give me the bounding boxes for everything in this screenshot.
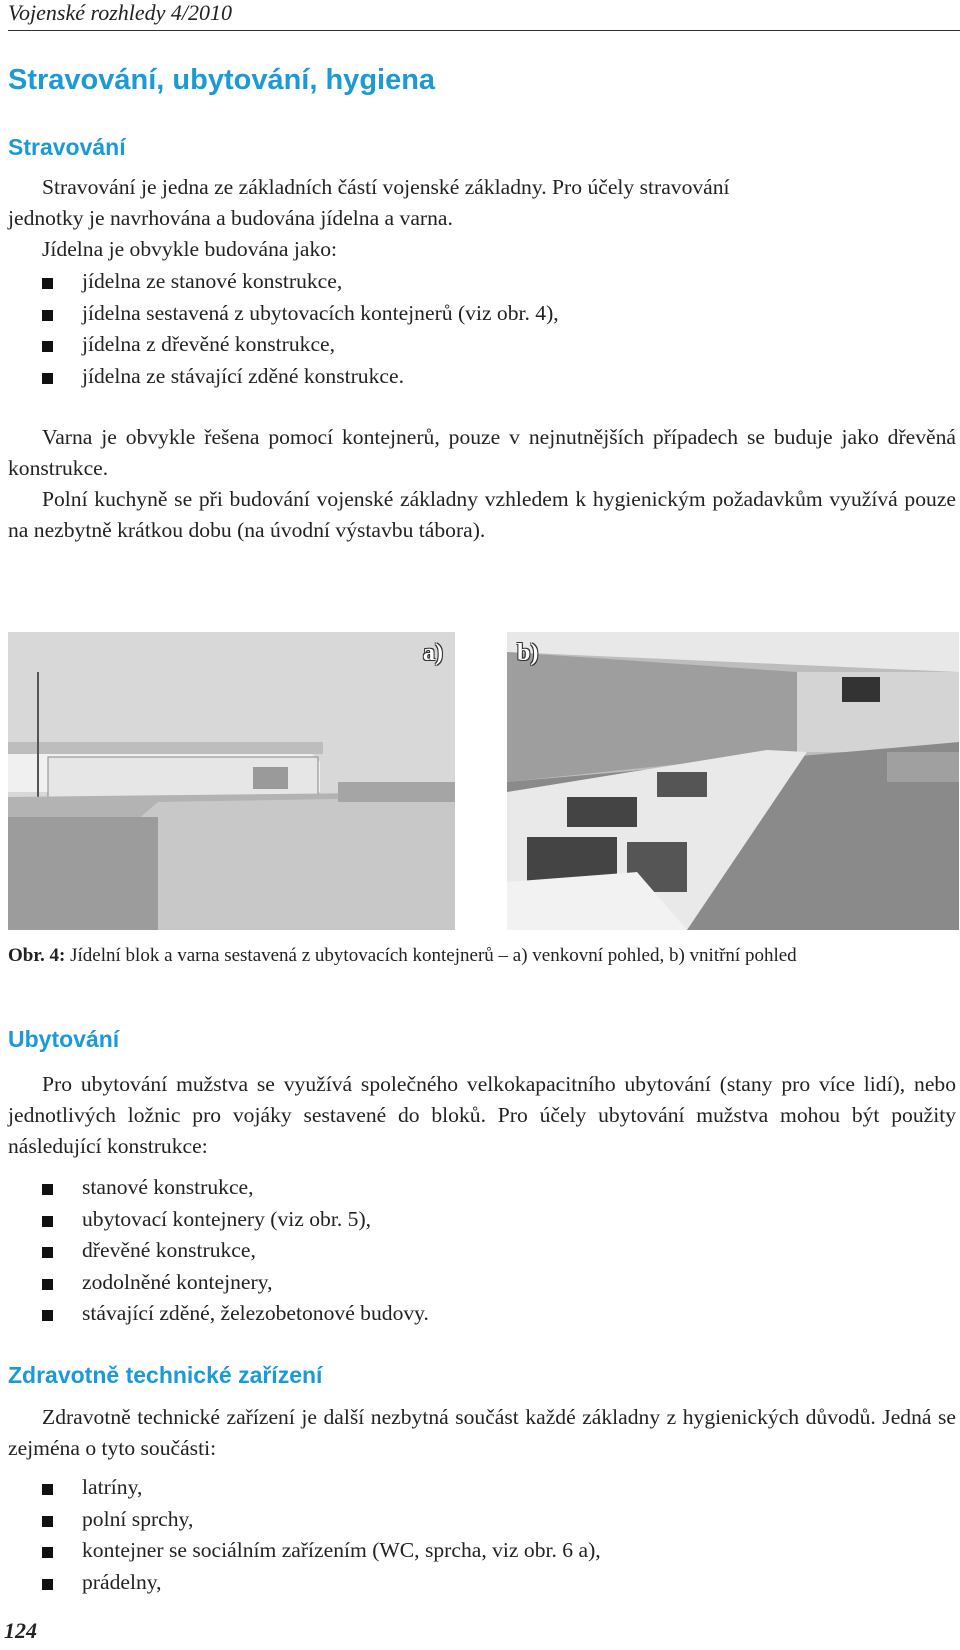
figure-caption xyxy=(8,944,797,968)
square-bullet-icon xyxy=(42,278,53,289)
square-bullet-icon xyxy=(42,1484,53,1495)
list-item: prádelny, xyxy=(8,1567,601,1599)
paragraph-line: jednotky je navrhována a budována jídelna a varna. xyxy=(8,206,453,230)
list-item: stávající zděné, železobetonové budovy. xyxy=(8,1298,429,1330)
paragraph-ubytovani: Pro ubytování mužstva se využívá společného velkokapacitního ubytování (stany pro více lidí), nebo jednotlivých ložnic pro vojáky sestavené do bloků. Pro účely ubytování mužstva mohou být použity následující konstrukce: xyxy=(8,1072,956,1158)
photo-interior-view xyxy=(507,632,959,930)
paragraph-line: Jídelna je obvykle budována jako: xyxy=(42,237,338,261)
list-item: kontejner se sociálním zařízením (WC, sprcha, viz obr. 6 a), xyxy=(8,1535,601,1567)
list-item: jídelna ze stanové konstrukce, xyxy=(8,266,559,298)
list-item: dřevěné konstrukce, xyxy=(8,1235,429,1267)
list-item: ubytovací kontejnery (viz obr. 5), xyxy=(8,1204,429,1236)
photo-label-b: b) xyxy=(517,640,539,666)
bullet-list-ubytovani xyxy=(8,1172,429,1330)
list-item: polní sprchy, xyxy=(8,1504,601,1536)
square-bullet-icon xyxy=(42,1184,53,1195)
running-header: Vojenské rozhledy 4/2010 xyxy=(8,0,233,25)
paragraph-zdravotne: Zdravotně technické zařízení je další nezbytná součást každé základny z hygienických důvodů. Jedná se zejména o tyto součásti: xyxy=(8,1405,956,1460)
list-item: jídelna ze stávající zděné konstrukce. xyxy=(8,361,559,393)
paragraph-line: Stravování je jedna ze základních částí vojenské základny. Pro účely stravování xyxy=(42,175,730,199)
square-bullet-icon xyxy=(42,1279,53,1290)
interior-photo-illustration xyxy=(507,632,959,930)
square-bullet-icon xyxy=(42,1516,53,1527)
list-item: zodolněné kontejnery, xyxy=(8,1267,429,1299)
section-heading-zdravotne: Zdravotně technické zařízení xyxy=(8,1362,323,1388)
square-bullet-icon xyxy=(42,1216,53,1227)
header-rule xyxy=(8,30,960,31)
section-heading-stravovani: Stravování xyxy=(8,134,126,160)
section-heading-ubytovani: Ubytování xyxy=(8,1026,120,1052)
square-bullet-icon xyxy=(42,373,53,384)
page-title: Stravování, ubytování, hygiena xyxy=(8,64,436,96)
square-bullet-icon xyxy=(42,310,53,321)
photo-exterior-view xyxy=(8,632,455,930)
bullet-list-jidelna xyxy=(8,266,559,392)
list-item: latríny, xyxy=(8,1472,601,1504)
square-bullet-icon xyxy=(42,1579,53,1590)
photo-label-a: a) xyxy=(423,640,443,666)
list-item: jídelna z dřevěné konstrukce, xyxy=(8,329,559,361)
paragraph-varna: Varna je obvykle řešena pomocí kontejnerů, pouze v nejnutnějších případech se buduje jako dřevěná konstrukce. xyxy=(8,425,956,480)
square-bullet-icon xyxy=(42,1547,53,1558)
list-item: stanové konstrukce, xyxy=(8,1172,429,1204)
square-bullet-icon xyxy=(42,1247,53,1258)
exterior-photo-illustration xyxy=(8,632,455,930)
caption-text: Jídelní blok a varna sestavená z ubytovacích kontejnerů – a) venkovní pohled, b) vnitřní pohled xyxy=(65,945,797,966)
bullet-list-zdravotne xyxy=(8,1472,601,1598)
list-item: jídelna sestavená z ubytovacích kontejnerů (viz obr. 4), xyxy=(8,298,559,330)
paragraph-polni-kuchyne: Polní kuchyně se při budování vojenské základny vzhledem k hygienickým požadavkům využívá pouze na nezbytně krátkou dobu (na úvodní výstavbu tábora). xyxy=(8,487,956,542)
caption-number: Obr. 4: xyxy=(8,945,66,966)
page-number: 124 xyxy=(4,1618,37,1643)
square-bullet-icon xyxy=(42,341,53,352)
square-bullet-icon xyxy=(42,1310,53,1321)
